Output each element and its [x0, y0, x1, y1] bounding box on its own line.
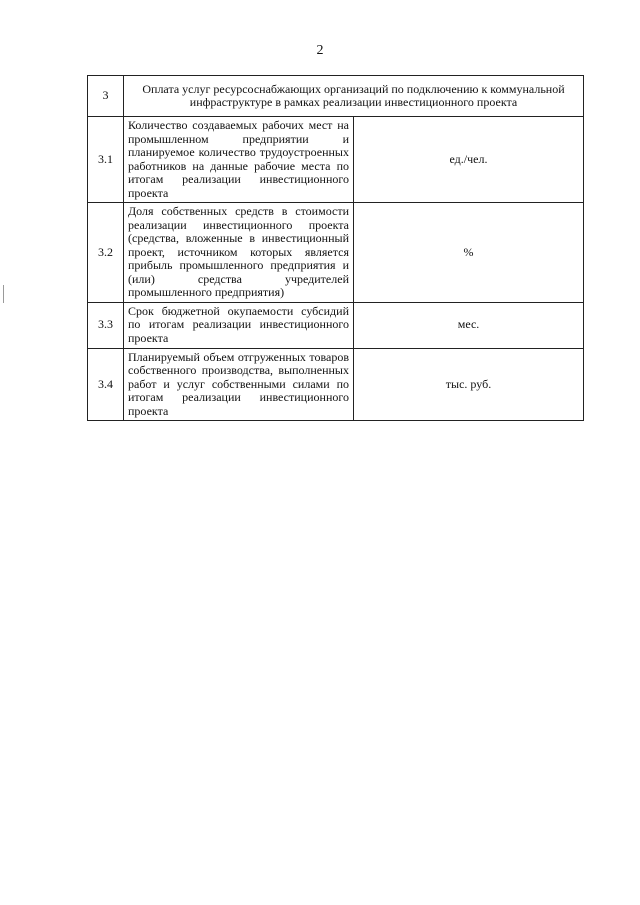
row-number-cell: 3.3 [88, 302, 124, 348]
row-unit-cell: ед./чел. [354, 117, 584, 203]
row-unit-cell: тыс. руб. [354, 348, 584, 421]
table-row [88, 302, 584, 348]
table-section-row [88, 76, 584, 117]
row-description-cell: Доля собственных средств в стоимости реализации инвестиционного проекта (средства, вложенные в инвестиционный проект, источником которых является прибыль промышленного предприятия и (или) средства учредителей промышленного предприятия) [124, 203, 354, 303]
section-title-cell: Оплата услуг ресурсоснабжающих организаций по подключению к коммунальной инфраструктуре в рамках реализации инвестиционного проекта [124, 76, 584, 117]
section-number-cell: 3 [88, 76, 124, 117]
row-description-cell: Планируемый объем отгруженных товаров собственного производства, выполненных работ и услуг собственными силами по итогам реализации инвестиционного проекта [124, 348, 354, 421]
table-row [88, 203, 584, 303]
table-row [88, 348, 584, 421]
row-number-cell: 3.1 [88, 117, 124, 203]
row-unit-cell: % [354, 203, 584, 303]
indicators-table [87, 75, 584, 421]
table-row [88, 117, 584, 203]
row-number-cell: 3.2 [88, 203, 124, 303]
scan-edge-mark [3, 285, 4, 303]
row-description-cell: Количество создаваемых рабочих мест на промышленном предприятии и планируемое количество трудоустроенных работников на данные рабочие места по итогам реализации инвестиционного проекта [124, 117, 354, 203]
page-number: 2 [316, 43, 324, 58]
row-unit-cell: мес. [354, 302, 584, 348]
row-description-cell: Срок бюджетной окупаемости субсидий по итогам реализации инвестиционного проекта [124, 302, 354, 348]
row-number-cell: 3.4 [88, 348, 124, 421]
